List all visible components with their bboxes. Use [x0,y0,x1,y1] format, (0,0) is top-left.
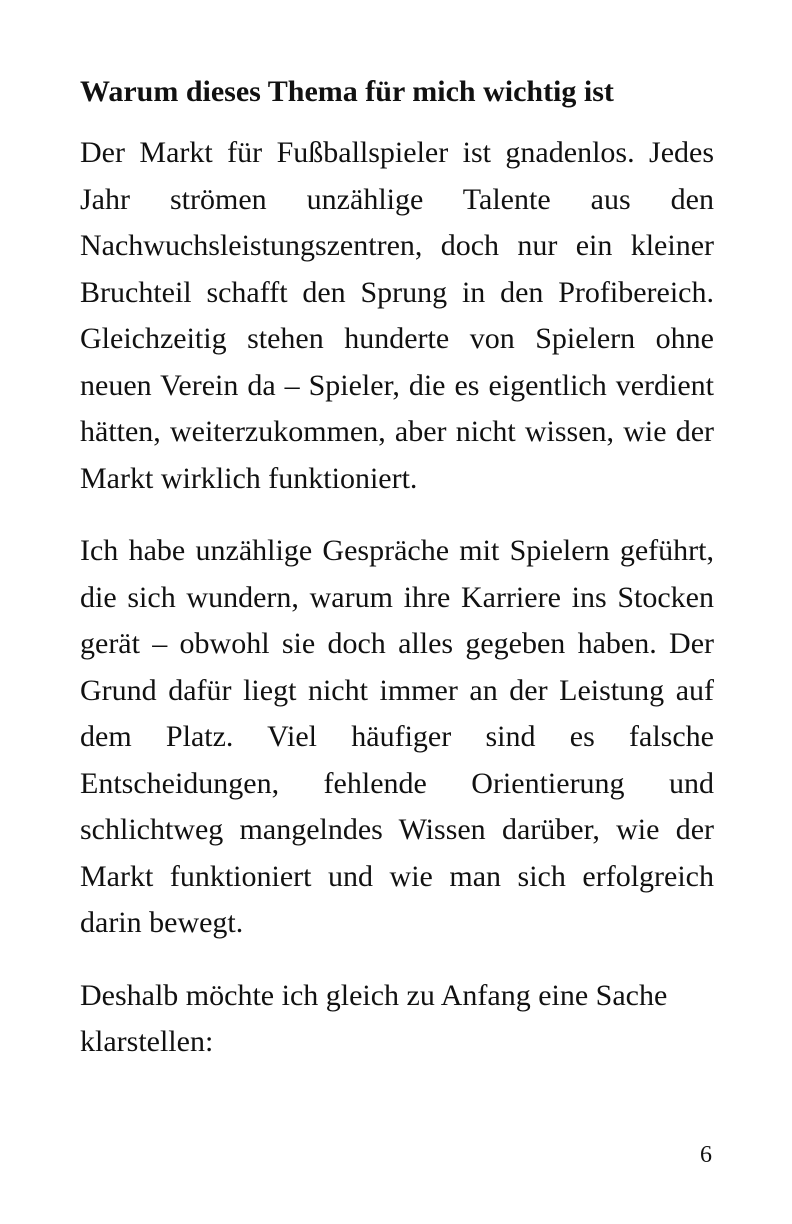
section-heading: Warum dieses Thema für mich wichtig ist [80,75,614,108]
page-number: 6 [700,1142,712,1168]
paragraph-2: Ich habe unzählige Gespräche mit Spielern geführt, die sich wundern, warum ihre Karriere ins Stocken gerät – obwohl sie doch alles gegeben haben. Der Grund dafür liegt nicht immer an der Leistung auf dem Platz. Viel häufiger sind es falsche Entscheidungen, fehlende Orientierung und schlichtweg mangelndes Wissen darüber, wie der Markt funktioniert und wie man sich erfolgreich darin bewegt. [80,534,714,939]
paragraph-1: Der Markt für Fußballspieler ist gnadenlos. Jedes Jahr strömen unzählige Talente aus den Nachwuchsleistungszentren, doch nur ein kleiner Bruchteil schafft den Sprung in den Profibereich. Gleichzeitig stehen hunderte von Spielern ohne neuen Verein da – Spieler, die es eigentlich verdient hätten, weiterzukommen, aber nicht wissen, wie der Markt wirklich funktioniert. [80,136,714,495]
paragraph-3: Deshalb möchte ich gleich zu Anfang eine Sache klarstellen: [80,978,668,1058]
document-page [80,70,714,1092]
